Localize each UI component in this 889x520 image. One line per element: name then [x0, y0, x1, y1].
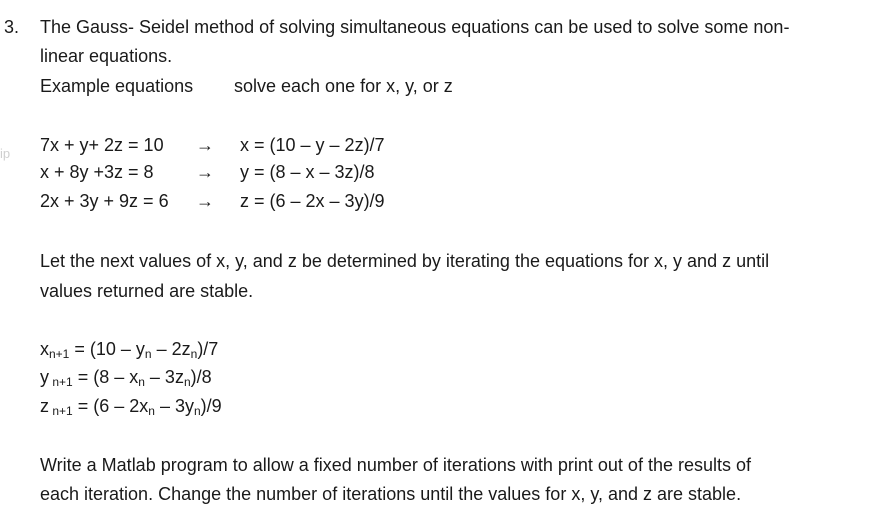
iteration-var: x	[40, 339, 49, 359]
example-label: Example equations	[40, 76, 194, 96]
iteration-rhs-a: = (10 – y	[69, 339, 145, 359]
iteration-rhs-b: – 3y	[154, 396, 194, 416]
iteration-subscript: n	[138, 375, 145, 389]
paragraph-2-line-2: each iteration. Change the number of iterations until the values for x, y, and z are stable.	[40, 484, 742, 504]
equation-original-2: x + 8y +3z = 8	[40, 162, 154, 182]
iteration-rhs-c: )/8	[190, 367, 212, 387]
paragraph-1-line-2: values returned are stable.	[40, 281, 254, 301]
iteration-subscript: n+1	[49, 404, 73, 418]
iteration-rhs-b: – 2z	[151, 339, 191, 359]
arrow-icon: →	[196, 162, 214, 182]
iteration-rhs-c: )/7	[197, 339, 219, 359]
equation-solved-2: y = (8 – x – 3z)/8	[240, 162, 375, 182]
paragraph-2-line-1: Write a Matlab program to allow a fixed number of iterations with print out of the results of	[40, 455, 751, 475]
arrow-icon: →	[196, 135, 214, 155]
iteration-rhs-c: )/9	[200, 396, 222, 416]
iteration-subscript: n	[190, 347, 198, 361]
iteration-equation-x	[40, 338, 218, 365]
solve-label: solve each one for x, y, or z	[234, 76, 453, 96]
intro-line-2: linear equations.	[40, 46, 173, 66]
paragraph-1-line-1: Let the next values of x, y, and z be determined by iterating the equations for x, y and z until	[40, 251, 770, 271]
intro-line-1: The Gauss- Seidel method of solving simultaneous equations can be used to solve some non-	[40, 17, 790, 37]
iteration-rhs-a: = (8 – x	[72, 367, 139, 387]
margin-fragment: ip	[0, 146, 11, 161]
iteration-var: z	[40, 396, 49, 416]
iteration-subscript: n	[144, 347, 152, 361]
iteration-subscript: n	[148, 404, 155, 418]
equation-solved-1: x = (10 – y – 2z)/7	[240, 135, 385, 155]
iteration-rhs-a: = (6 – 2x	[72, 396, 149, 416]
question-number: 3.	[4, 17, 20, 37]
iteration-var: y	[40, 367, 49, 387]
iteration-subscript: n	[193, 404, 201, 418]
iteration-subscript: n	[183, 375, 191, 389]
equation-solved-3: z = (6 – 2x – 3y)/9	[240, 191, 385, 211]
iteration-equation-z	[40, 395, 222, 422]
iteration-equation-y	[40, 366, 212, 393]
equation-original-1: 7x + y+ 2z = 10	[40, 135, 164, 155]
iteration-rhs-b: – 3z	[144, 367, 184, 387]
equation-original-3: 2x + 3y + 9z = 6	[40, 191, 169, 211]
iteration-subscript: n+1	[49, 375, 73, 389]
iteration-subscript: n+1	[49, 347, 70, 361]
arrow-icon: →	[196, 191, 214, 211]
